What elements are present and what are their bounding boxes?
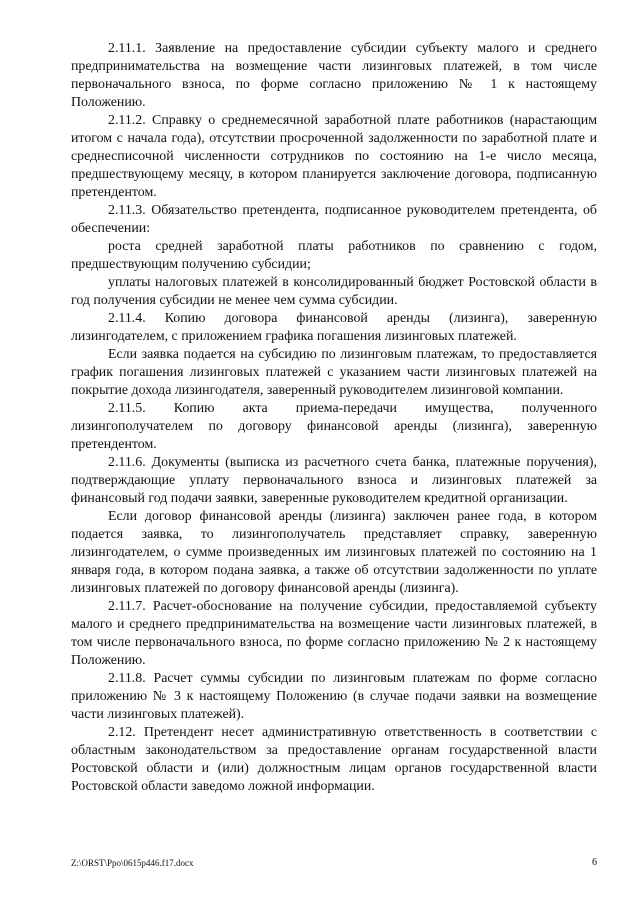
footer-file-path: Z:\ORST\Ppo\0615p446.f17.docx [71, 858, 194, 868]
paragraph-leasing-schedule: Если заявка подается на субсидию по лизинговым платежам, то предоставляется график погашения лизинговых платежей с указанием части лизинговых платежей на покрытие дохода лизингодателя, заверенный руководителем лизинговой компании. [71, 347, 597, 398]
paragraph-2-11-8: 2.11.8. Расчет суммы субсидии по лизинговым платежам по форме согласно приложению № 3 к настоящему Положению (в случае подачи заявки на возмещение части лизинговых платежей). [71, 671, 597, 722]
paragraph-prior-year-contract: Если договор финансовой аренды (лизинга) заключен ранее года, в котором подается заявка, то лизингополучатель представляет справку, заверенную лизингодателем, о сумме произведенных им лизинговых платежей по состоянию на 1 января года, в котором подана заявка, а также об отсутствии задолженности по уплате лизинговых платежей по договору финансовой аренды (лизинга). [71, 509, 597, 596]
paragraph-2-11-5: 2.11.5. Копию акта приема-передачи имущества, полученного лизингополучателем по договору финансовой аренды (лизинга), заверенную претендентом. [71, 401, 597, 452]
paragraph-2-11-7: 2.11.7. Расчет-обоснование на получение субсидии, предоставляемой субъекту малого и среднего предпринимательства на возмещение части лизинговых платежей, в том числе первоначального взноса, по форме согласно приложению № 2 к настоящему Положению. [71, 599, 597, 668]
paragraph-2-11-2: 2.11.2. Справку о среднемесячной заработной плате работников (нарастающим итогом с начала года), отсутствии просроченной задолженности по заработной плате и среднесписочной численности сотрудников по состоянию на 1-е число месяца, предшествующему месяцу, в котором планируется заключение договора, подписанную претендентом. [71, 113, 597, 200]
document-body [71, 40, 597, 796]
paragraph-2-11-4: 2.11.4. Копию договора финансовой аренды (лизинга), заверенную лизингодателем, с приложением графика погашения лизинговых платежей. [71, 311, 597, 344]
paragraph-2-11-3: 2.11.3. Обязательство претендента, подписанное руководителем претендента, об обеспечении: [71, 203, 597, 236]
paragraph-2-11-1: 2.11.1. Заявление на предоставление субсидии субъекту малого и среднего предпринимательства на возмещение части лизинговых платежей, в том числе первоначального взноса, по форме согласно приложению № 1 к настоящему Положению. [71, 41, 597, 110]
page-footer [71, 857, 597, 871]
paragraph-2-11-6: 2.11.6. Документы (выписка из расчетного счета банка, платежные поручения), подтверждающие уплату первоначального взноса и лизинговых платежей за финансовый год подачи заявки, заверенные руководителем кредитной организации. [71, 455, 597, 506]
paragraph-2-12: 2.12. Претендент несет административную ответственность в соответствии с областным законодательством за предоставление органам государственной власти Ростовской области и (или) должностным лицам органов государственной власти Ростовской области заведомо ложной информации. [71, 725, 597, 794]
paragraph-obligation-taxes: уплаты налоговых платежей в консолидированный бюджет Ростовской области в год получения субсидии не менее чем сумма субсидии. [71, 275, 597, 308]
paragraph-obligation-salary: роста средней заработной платы работников по сравнению с годом, предшествующим получению субсидии; [71, 239, 597, 272]
page-number: 6 [592, 857, 597, 868]
